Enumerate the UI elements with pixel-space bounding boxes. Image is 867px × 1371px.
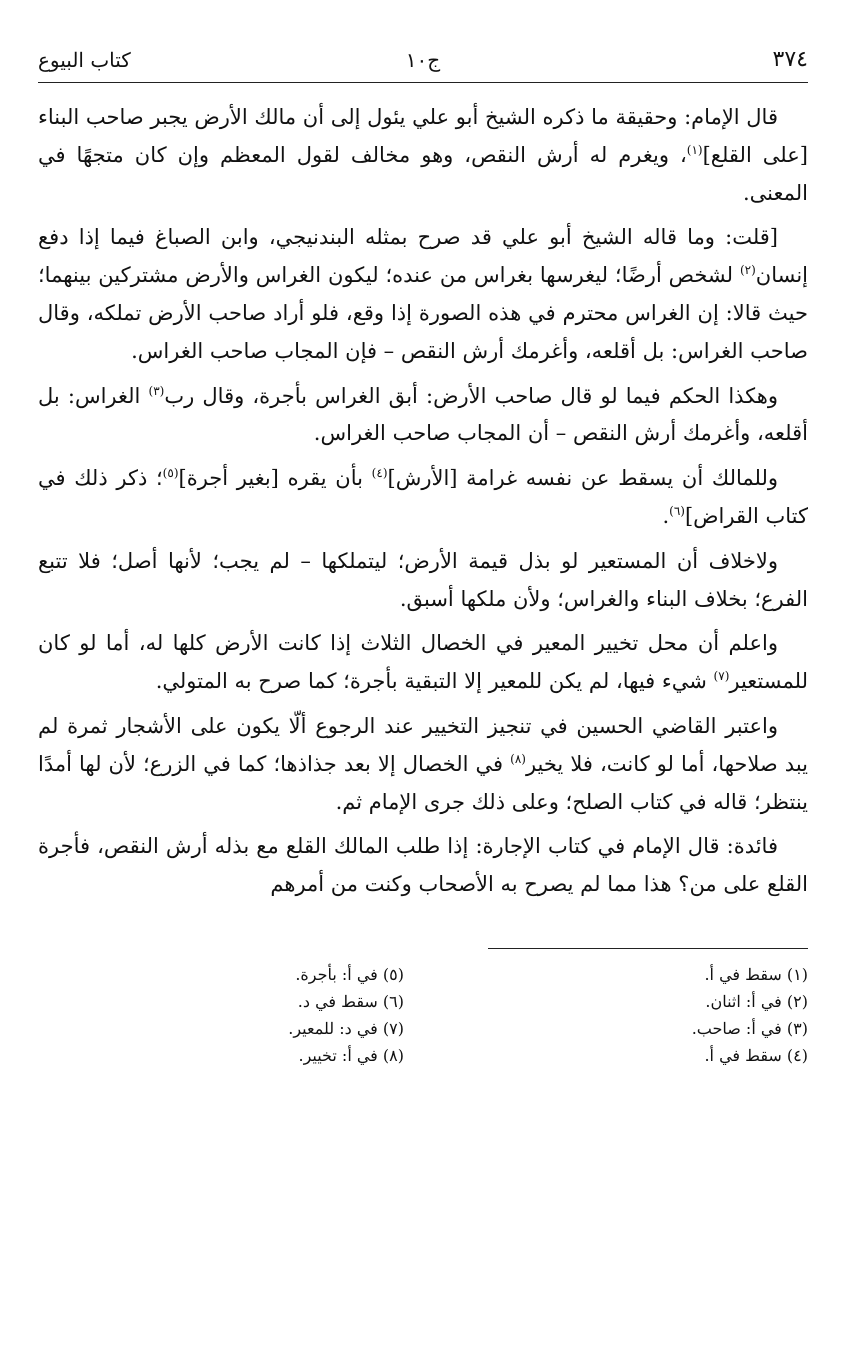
- paragraph-text: واعلم أن محل تخيير المعير في الخصال الثلاث إذا كانت الأرض كلها له، أما لو كان للمستعير: [38, 631, 808, 694]
- footnote-ref: (٣): [148, 383, 165, 398]
- paragraph: [38, 99, 808, 212]
- header-rule: [38, 82, 808, 83]
- paragraph-text: ولاخلاف أن المستعير لو بذل قيمة الأرض؛ ليتملكها – لم يجب؛ لأنها أصل؛ فلا تتبع الفرع؛ بخلاف البناء والغراس؛ ولأن ملكها أسبق.: [38, 548, 808, 611]
- paragraph-text: شيء فيها، لم يكن للمعير إلا التبقية بأجرة؛ كما صرح به المتولي.: [155, 669, 714, 694]
- footnote-ref: (٢): [739, 263, 756, 278]
- paragraph: [38, 625, 808, 701]
- footnote-ref: (٧): [713, 669, 730, 684]
- footnote-ref: (٨): [510, 751, 526, 766]
- paragraph-text: في الخصال إلا بعد جذاذها؛ كما في الزرع؛ لأن لها أمدًا ينتظر؛ قاله في كتاب الصلح؛ وعلى ذلك جرى الإمام ثم.: [38, 751, 808, 814]
- footnote: (٨) في أ: تخيير.: [298, 1045, 404, 1065]
- footnote-ref: (١): [686, 142, 703, 157]
- paragraph: [38, 828, 808, 904]
- footnote-column-right: [442, 961, 808, 1069]
- paragraph: [38, 708, 808, 821]
- paragraph-text: فائدة: قال الإمام في كتاب الإجارة: إذا طلب المالك القلع مع بذله أرش النقص، فأجرة القلع على من؟ هذا مما لم يصرح به الأصحاب وكنت من أمرهم: [38, 834, 808, 897]
- footnote: (٣) في أ: صاحب.: [691, 1018, 808, 1038]
- paragraph-text: وهكذا الحكم فيما لو قال صاحب الأرض: أبق الغراس بأجرة، وقال رب: [164, 383, 778, 408]
- paragraph-text: وللمالك أن يسقط عن نفسه غرامة [الأرش]: [387, 466, 778, 491]
- footnote-ref: (٤): [371, 466, 388, 481]
- paragraph: [38, 460, 808, 536]
- footnote: (٦) سقط في د.: [297, 991, 404, 1011]
- main-text: [38, 99, 808, 904]
- paragraph-text: .: [662, 503, 670, 528]
- footnote: (١) سقط في أ.: [704, 964, 808, 984]
- paragraph-text: الغراس: بل أقلعه، وأغرمك أرش النقص – أن المجاب صاحب الغراس.: [38, 383, 808, 446]
- page-number: ٣٧٤: [772, 47, 808, 72]
- footnote: (٥) في أ: بأجرة.: [295, 964, 404, 984]
- paragraph: [38, 219, 808, 370]
- paragraph-text: [قلت: وما قاله الشيخ أبو علي قد صرح بمثله البندنيجي، وابن الصباغ فيما إذا دفع إنسان: [38, 225, 808, 288]
- paragraph-text: واعتبر القاضي الحسين في تنجيز التخيير عند الرجوع ألّا يكون على الأشجار ثمرة لم يبد صلاحها، أما لو كانت، فلا يخير: [38, 713, 809, 776]
- paragraph-text: بأن يقره [بغير أجرة]: [178, 466, 372, 491]
- footnote: (٤) سقط في أ.: [704, 1045, 808, 1065]
- footnote-rule: [488, 948, 808, 949]
- running-header: [38, 40, 808, 80]
- footnote-ref: (٥): [162, 466, 179, 481]
- paragraph: [38, 378, 808, 454]
- paragraph-text: لشخص أرضًا؛ ليغرسها بغراس من عنده؛ ليكون الغراس والأرض مشتركين بينهما؛ حيث قالا: إن الغراس محترم في هذه الصورة إذا وقع، فلو أراد صاحب الأرض تملكه، وقال صاحب الغراس: بل أقلعه، وأغرمك أرش النقص – فإن المجاب صاحب الغراس.: [38, 263, 808, 363]
- paragraph: [38, 543, 808, 619]
- volume-label: ج١٠: [405, 48, 441, 72]
- footnotes: [38, 961, 808, 1069]
- footnote: (٢) في أ: اثنان.: [705, 991, 808, 1011]
- footnote-ref: (٦): [669, 503, 685, 518]
- footnote-column-left: [38, 961, 442, 1069]
- paragraph-text: ، ويغرم له أرش النقص، وهو مخالف لقول المعظم وإن كان متجهًا في المعنى.: [38, 142, 808, 205]
- book-page: [38, 40, 808, 1340]
- book-title: كتاب البيوع: [38, 48, 131, 72]
- footnote: (٧) في د: للمعير.: [288, 1018, 404, 1038]
- paragraph-text: قال الإمام: وحقيقة ما ذكره الشيخ أبو علي يئول إلى أن مالك الأرض يجبر صاحب البناء [على القلع]: [38, 105, 808, 167]
- paragraph-text: ؛ ذكر ذلك في كتاب القراض]: [38, 466, 808, 528]
